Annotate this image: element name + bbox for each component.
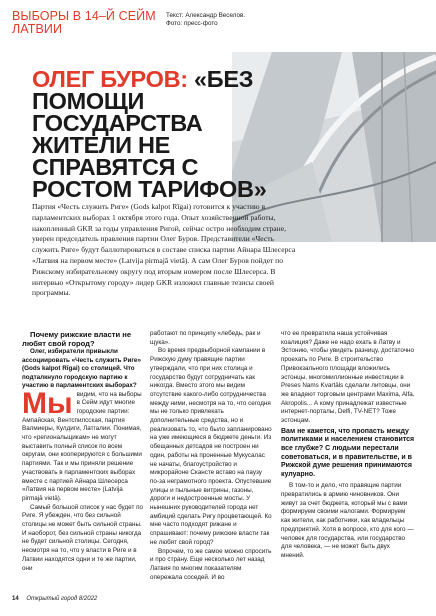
credit-text: Текст: Александр Веселов.	[166, 12, 246, 19]
column-2-p3: Впрочем, то же самое можно спросить и про страну. Еще несколько лет назад Латвия по многим показателям опережала соседей. И во	[150, 547, 272, 581]
answer-text: видим, что на выборы в Сейм идут многие городские партии: Ампайская, Вентспилсская, партия Валмиеры, Кулдиги, Латгалии. Понимая, что «региональщикам» не могут выставить полный список по всем округам, они кооперируются с большими партиями. Так и мы приняли решение участвовать в парламентских выборах вместе с партией Айнара Шлесерса «Латвия на первом месте» (Latvija pirmajā vietā).	[22, 390, 142, 502]
interview-question-2: Вам не кажется, что пропасть между политиками и населением становится все глубже? С людьми перестали советоваться, и в правительстве, и в Рижской думе решения принимаются кулуарно.	[281, 427, 415, 478]
interview-question: Олег, избиратели привыкли ассоциировать «Честь служить Риге» (Gods kalpot Rīgai) со столицей. Что подталкнуло городскую партию к участию в парламентских выборах?	[22, 348, 141, 389]
drop-cap: Мы	[22, 386, 73, 420]
answer-paragraph-2: Самый большой список у нас будет по Риге. Я убежден, что без сильной столицы не может быть сильной страны. И наоборот, без сильной страны никогда не будет сильной столицы. Сегодня, несмотря на то, что у власти в Риге и в Латвии находятся одни и те же партии, они	[22, 503, 143, 572]
column-2-p2: Во время предвыборной кампании в Рижскую думу правящие партии утверждали, что при них столица и государство будут сотрудничать как никогда. Вместо этого мы видим отсутствие какого-либо сотрудничества между ними, несмотря на то, что сегодня мы не только привлекать дополнительные средства, но и реализовать то, что было запланировано на уже имеющиеся в бюджете деньги. Из обещанных детсадов не построен ни один, работы на проненные Мукусалас не начаты, благоустройство и микрорайоне Скансте вставо на паузу по-за неграмотного проекта. Опустевшие улицы и пыльные витрины, газоны, дороги и недостроенные мосты. У нынешних руководителей города нет амбиций сделать Ригу процветающей. Ко мне часто подходят рижане и спрашивают: почему рижские власти так не любят свой город?	[150, 347, 272, 546]
column-2	[150, 330, 272, 582]
page-footer	[12, 596, 97, 602]
answer-paragraph	[22, 386, 144, 504]
headline-name: ОЛЕГ БУРОВ:	[32, 66, 188, 92]
page-number: 14	[12, 596, 19, 602]
lead-text: Партия «Честь служить Риге» (Gods kalpot Rīgai) готовится к участию в парламентских выборах 1 октября этого года. Опыт хозяйственной работы, накопленный GKR за годы управления Ригой, сейчас остро необходим стране, уверен председатель правления партии Олег Буров. Представители «Честь служить Риге» будут баллотироваться в составе списка партии Айнара Шлесерса «Латвия на первом месте» (Latvija pirmajā vietā). А сам Олег Буров пойдет по Рижскому избирательному округу под вторым номером после Шлесерса. В интервью «Открытому городу» лидер GKR изложил главные тезисы своей программы.	[32, 202, 296, 298]
magazine-name: Открытый город 8/2022	[26, 596, 98, 602]
column-3-p2: В том-то и дело, что правящие партии превратились в армию чиновников. Они живут за счет бюджета, который мы с вами формируем своими налогами. Формируем как жители, как работники, как владельцы предприятий. Хотя в вопросе, кто для кого — человек для государства, или государство для человека, — не может быть двух мнений.	[281, 482, 414, 559]
lead-paragraph	[32, 202, 302, 299]
column-3-p1: что ее превратила наша устойчивая коалиция? Даже не надо ехать в Латву и Эстонию, чтобы увидеть разницу, достаточно проехать по Риге. В строительство Привокзального площади вложились эстонцы, многомиллионные инвестиции в Preses Nams Kvartāls сделали литовцы, они же владеют торговым центрами Maxima, Alfa, Akropolis... А кому принадлежат известные интернет-порталы, Delfi, TV-NET? Тоже эстонцам.	[281, 330, 415, 425]
section-title: ВЫБОРЫ В 14–Й СЕЙМ ЛАТВИИ	[12, 9, 156, 36]
credit-photo: Фото: пресс-фото	[166, 20, 218, 27]
headline	[32, 68, 282, 200]
pull-question: Почему рижские власти не любят свой город?	[22, 330, 132, 348]
credits	[166, 12, 245, 28]
column-3	[281, 330, 415, 561]
column-2-p1: работают по принципу «лебедь, рак и щука».	[150, 330, 261, 346]
headline-quote: «БЕЗ ПОМОЩИ ГОСУДАРСТВА ЖИТЕЛИ НЕ СПРАВЯТСЯ С РОСТОМ ТАРИФОВ»	[32, 66, 267, 202]
column-1	[22, 330, 144, 573]
